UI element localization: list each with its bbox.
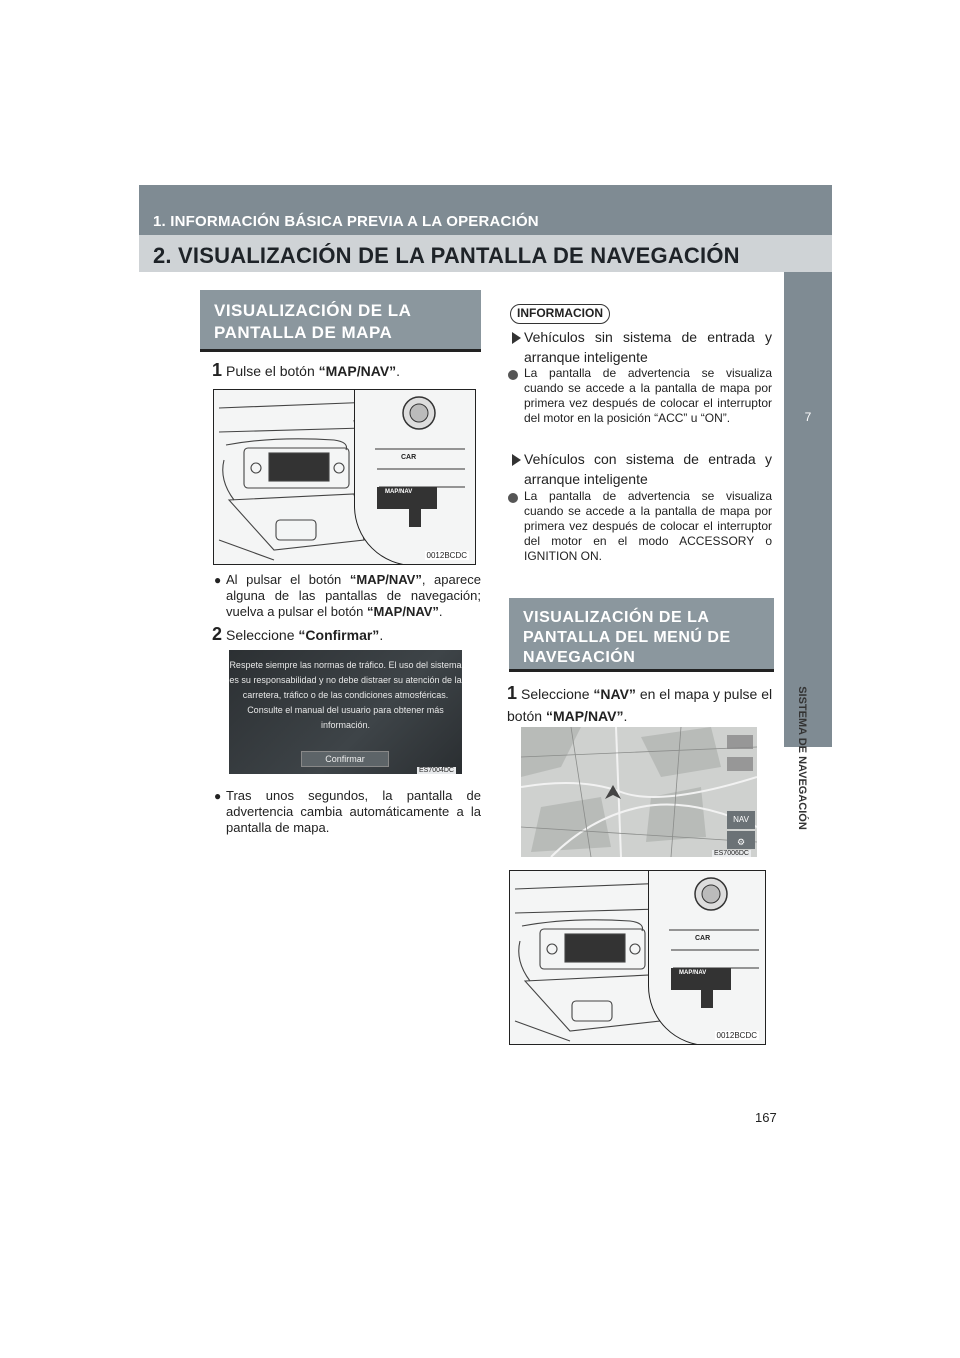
warning-message bbox=[229, 658, 462, 733]
circle-bullet-icon bbox=[508, 370, 518, 380]
info-item-title: Vehículos sin sistema de entrada y arranque inteligente bbox=[524, 329, 772, 365]
info-item-text: La pantalla de advertencia se visualiza cuando se accede a la pantalla de mapa por primera vez después de colocar el interruptor del motor en la posición “ACC” u “ON”. bbox=[524, 366, 772, 425]
chapter-tab bbox=[784, 272, 832, 747]
figure-code: ES7004DC bbox=[418, 767, 454, 774]
chapter-label bbox=[784, 686, 832, 943]
step-end: . bbox=[623, 708, 628, 724]
figure-code: 0012BCDC bbox=[716, 1031, 757, 1040]
warning-screen bbox=[229, 650, 462, 774]
info-badge: INFORMACION bbox=[510, 304, 610, 324]
dashboard-figure-2 bbox=[509, 870, 766, 1045]
step-text: en el mapa y pulse el botón bbox=[507, 686, 773, 724]
car-button-label: CAR bbox=[401, 454, 417, 461]
bullet-text: , aparece alguna de las pantallas de navegación; vuelva a pulsar el botón bbox=[226, 572, 481, 619]
header-band bbox=[139, 185, 832, 235]
warning-line: es su responsabilidad y no debe distraer su atención de la bbox=[229, 675, 462, 685]
triangle-bullet-icon bbox=[512, 332, 521, 344]
step-1-nav bbox=[507, 682, 775, 727]
chapter-number: 7 bbox=[804, 410, 812, 424]
heading-line: PANTALLA DEL MENÚ DE bbox=[523, 629, 731, 646]
page-title: 2. VISUALIZACIÓN DE LA PANTALLA DE NAVEGACIÓN bbox=[153, 243, 740, 268]
zoom-panel bbox=[354, 389, 476, 565]
step-text: Seleccione bbox=[521, 686, 594, 702]
section-heading-menu bbox=[509, 598, 774, 672]
info-item-title: Vehículos con sistema de entrada y arranque inteligente bbox=[524, 451, 772, 487]
heading-line: VISUALIZACIÓN DE LA bbox=[214, 301, 412, 320]
step-1-map bbox=[212, 360, 482, 381]
bullet-item bbox=[214, 572, 481, 620]
chapter-label-text: SISTEMA DE NAVEGACIÓN bbox=[796, 686, 808, 830]
step-text: Pulse el botón bbox=[226, 363, 319, 379]
bullet-dot-icon: ● bbox=[214, 789, 222, 803]
page-number: 167 bbox=[755, 1110, 777, 1125]
heading-line: PANTALLA DE MAPA bbox=[214, 323, 393, 342]
figure-code: 0012BCDC bbox=[426, 551, 467, 560]
map-nav-button-label: MAP/NAV bbox=[385, 489, 413, 495]
info-item-text: La pantalla de advertencia se visualiza cuando se accede a la pantalla de mapa por primera vez después de colocar el interruptor del motor en el modo ACCESSORY o IGNITION ON. bbox=[524, 489, 772, 563]
bullet-text: Al pulsar el botón bbox=[226, 572, 350, 587]
zoom-illustration bbox=[355, 389, 476, 565]
dashboard-figure bbox=[213, 389, 476, 565]
warning-line: carretera, tráfico o de las condiciones atmosféricas. bbox=[242, 690, 449, 700]
bullet-dot-icon: ● bbox=[214, 573, 222, 587]
confirm-button[interactable]: Confirmar bbox=[301, 751, 389, 767]
step-end: . bbox=[379, 627, 384, 643]
warning-line: Consulte el manual del usuario para obtener más bbox=[247, 705, 444, 715]
step-number: 1 bbox=[212, 360, 223, 380]
step-number: 1 bbox=[507, 683, 518, 703]
button-name: “MAP/NAV” bbox=[366, 604, 439, 619]
map-screen bbox=[521, 727, 757, 857]
bullet-item bbox=[214, 788, 481, 836]
button-name: “MAP/NAV” bbox=[545, 708, 624, 724]
bullet-text: Tras unos segundos, la pantalla de advertencia cambia automáticamente a la pantalla de mapa. bbox=[226, 788, 481, 835]
heading-line: VISUALIZACIÓN DE LA bbox=[523, 609, 710, 626]
zoom-panel bbox=[648, 870, 766, 1045]
circle-bullet-icon bbox=[508, 493, 518, 503]
section-heading-map bbox=[200, 290, 481, 352]
zoom-illustration bbox=[649, 870, 766, 1045]
heading-line: NAVEGACIÓN bbox=[523, 649, 636, 666]
warning-line: Respete siempre las normas de tráfico. El uso del sistema bbox=[229, 660, 462, 670]
bullet-text: . bbox=[438, 604, 443, 619]
triangle-bullet-icon bbox=[512, 454, 521, 466]
car-button-label: CAR bbox=[695, 935, 711, 942]
warning-line: información. bbox=[320, 720, 371, 730]
button-name: “Confirmar” bbox=[298, 627, 380, 643]
step-number: 2 bbox=[212, 624, 223, 644]
nav-button[interactable]: NAV bbox=[733, 815, 749, 824]
figure-code: ES7006DC bbox=[713, 850, 749, 857]
step-text: Seleccione bbox=[226, 627, 299, 643]
map-illustration bbox=[521, 727, 757, 857]
step-2-confirm bbox=[212, 624, 482, 645]
step-end: . bbox=[396, 363, 401, 379]
button-name: “MAP/NAV” bbox=[318, 363, 397, 379]
svg-text:⚙: ⚙ bbox=[736, 838, 746, 848]
map-nav-button-label: MAP/NAV bbox=[679, 970, 707, 976]
section-label: 1. INFORMACIÓN BÁSICA PREVIA A LA OPERACIÓN bbox=[153, 213, 539, 230]
page-header bbox=[139, 185, 832, 272]
button-name: “NAV” bbox=[593, 686, 636, 702]
button-name: “MAP/NAV” bbox=[349, 572, 422, 587]
